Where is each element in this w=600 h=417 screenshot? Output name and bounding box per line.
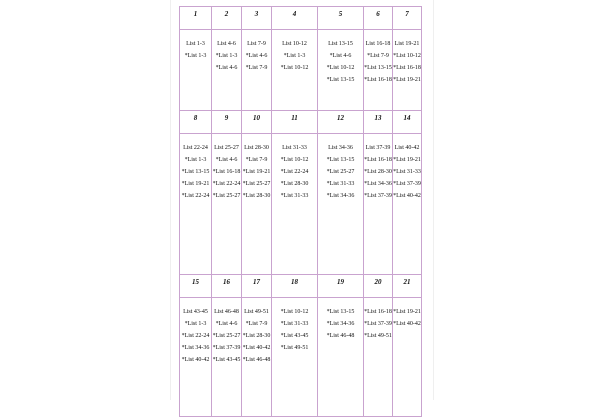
list-entry: *List 7-9 [245, 65, 268, 71]
list-entry: *List 43-45 [280, 333, 309, 339]
list-entry: *List 10-12 [393, 53, 421, 59]
list-entry: *List 28-30 [364, 169, 392, 175]
list-entry: List 46-48 [214, 309, 239, 315]
week-header-row [180, 7, 422, 30]
week-lists-row [180, 298, 422, 417]
calendar-table [179, 6, 422, 417]
list-entry: *List 25-27 [326, 169, 355, 175]
list-entry: List 31-33 [282, 145, 307, 151]
list-entry: *List 10-12 [326, 65, 355, 71]
day-cell [318, 298, 364, 417]
day-number: 1 [180, 7, 212, 30]
list-entry: *List 31-33 [280, 193, 309, 199]
list-entry: *List 10-12 [280, 65, 309, 71]
list-entry: *List 4-6 [215, 157, 238, 163]
list-entry: *List 22-24 [212, 181, 241, 187]
day-cell [272, 134, 318, 275]
list-entry: List 22-24 [183, 145, 208, 151]
list-entry: *List 37-39 [393, 181, 421, 187]
list-entry: *List 28-30 [242, 193, 271, 199]
day-cell [364, 30, 393, 111]
list-entry: *List 40-42 [393, 321, 421, 327]
list-entry: *List 1-3 [184, 53, 207, 59]
list-entry: *List 4-6 [245, 53, 268, 59]
day-cell [364, 298, 393, 417]
list-entry: *List 31-33 [326, 181, 355, 187]
list-entry: *List 19-21 [393, 157, 421, 163]
day-number: 21 [393, 275, 422, 298]
list-entry: List 28-30 [244, 145, 269, 151]
day-number: 15 [180, 275, 212, 298]
list-entry: *List 1-3 [283, 53, 306, 59]
list-entry: List 4-6 [217, 41, 236, 47]
list-entry: *List 13-15 [181, 169, 210, 175]
list-entry: List 1-3 [186, 41, 205, 47]
list-entry: *List 22-24 [181, 193, 210, 199]
list-entry: *List 34-36 [364, 181, 392, 187]
week-lists-row [180, 30, 422, 111]
list-entry: *List 7-9 [245, 321, 268, 327]
list-entry: *List 34-36 [326, 321, 355, 327]
day-cell [180, 30, 212, 111]
day-number: 7 [393, 7, 422, 30]
day-cell [212, 298, 242, 417]
day-cell [318, 30, 364, 111]
day-number: 3 [242, 7, 272, 30]
list-entry: *List 22-24 [181, 333, 210, 339]
day-number: 4 [272, 7, 318, 30]
list-entry: *List 13-15 [326, 157, 355, 163]
day-cell [272, 30, 318, 111]
day-number: 18 [272, 275, 318, 298]
list-entry: *List 28-30 [242, 333, 271, 339]
list-entry: *List 1-3 [184, 157, 207, 163]
day-number: 11 [272, 111, 318, 134]
list-entry: *List 37-39 [212, 345, 241, 351]
day-cell [180, 134, 212, 275]
day-number: 19 [318, 275, 364, 298]
day-number: 6 [364, 7, 393, 30]
day-cell [393, 30, 422, 111]
day-cell [242, 134, 272, 275]
day-cell [212, 30, 242, 111]
list-entry: *List 19-21 [181, 181, 210, 187]
week-header-row [180, 275, 422, 298]
list-entry: *List 4-6 [215, 321, 238, 327]
calendar-body [180, 7, 422, 417]
list-entry: *List 16-18 [364, 309, 392, 315]
day-number: 20 [364, 275, 393, 298]
list-entry: *List 40-42 [242, 345, 271, 351]
list-entry: List 16-18 [365, 41, 391, 47]
list-entry: *List 25-27 [242, 181, 271, 187]
list-entry: *List 28-30 [280, 181, 309, 187]
list-entry: *List 16-18 [212, 169, 241, 175]
day-cell [318, 134, 364, 275]
day-cell [393, 134, 422, 275]
list-entry: *List 40-42 [393, 193, 421, 199]
list-entry: *List 1-3 [184, 321, 207, 327]
list-entry: *List 25-27 [212, 333, 241, 339]
list-entry: *List 37-39 [364, 321, 392, 327]
list-entry: *List 10-12 [280, 309, 309, 315]
day-cell [364, 134, 393, 275]
list-entry: List 19-21 [394, 41, 420, 47]
list-entry: *List 22-24 [280, 169, 309, 175]
list-entry: *List 13-15 [326, 309, 355, 315]
list-entry: *List 10-12 [280, 157, 309, 163]
day-number: 5 [318, 7, 364, 30]
day-number: 14 [393, 111, 422, 134]
list-entry: *List 40-42 [181, 357, 210, 363]
list-entry: *List 4-6 [215, 65, 238, 71]
list-entry: *List 25-27 [212, 193, 241, 199]
day-number: 12 [318, 111, 364, 134]
week-lists-row [180, 134, 422, 275]
list-entry: *List 16-18 [393, 65, 421, 71]
list-entry: List 10-12 [282, 41, 307, 47]
list-entry: *List 46-48 [326, 333, 355, 339]
list-entry: List 37-39 [365, 145, 391, 151]
list-entry: *List 31-33 [393, 169, 421, 175]
week-header-row [180, 111, 422, 134]
list-entry: *List 19-21 [242, 169, 271, 175]
list-entry: *List 16-18 [364, 157, 392, 163]
list-entry: List 34-36 [328, 145, 353, 151]
list-entry: *List 16-18 [364, 77, 392, 83]
day-cell [242, 30, 272, 111]
list-entry: *List 19-21 [393, 77, 421, 83]
list-entry: List 25-27 [214, 145, 239, 151]
list-entry: *List 49-51 [364, 333, 392, 339]
day-number: 13 [364, 111, 393, 134]
list-entry: *List 4-6 [329, 53, 352, 59]
list-entry: List 13-15 [328, 41, 353, 47]
day-number: 17 [242, 275, 272, 298]
list-entry: *List 31-33 [280, 321, 309, 327]
list-entry: List 49-51 [244, 309, 269, 315]
list-entry: *List 13-15 [326, 77, 355, 83]
day-number: 16 [212, 275, 242, 298]
list-entry: List 40-42 [394, 145, 420, 151]
list-entry: *List 19-21 [393, 309, 421, 315]
day-number: 2 [212, 7, 242, 30]
day-number: 10 [242, 111, 272, 134]
list-entry: *List 7-9 [367, 53, 389, 59]
list-entry: *List 37-39 [364, 193, 392, 199]
list-entry: *List 13-15 [364, 65, 392, 71]
list-entry: *List 7-9 [245, 157, 268, 163]
day-cell [393, 298, 422, 417]
day-number: 9 [212, 111, 242, 134]
day-cell [180, 298, 212, 417]
day-number: 8 [180, 111, 212, 134]
list-entry: *List 49-51 [280, 345, 309, 351]
list-entry: List 7-9 [247, 41, 266, 47]
day-cell [272, 298, 318, 417]
list-entry: *List 34-36 [326, 193, 355, 199]
day-cell [242, 298, 272, 417]
list-entry: *List 43-45 [212, 357, 241, 363]
list-entry: *List 46-48 [242, 357, 271, 363]
list-entry: *List 1-3 [215, 53, 238, 59]
list-entry: List 43-45 [183, 309, 208, 315]
list-entry: *List 34-36 [181, 345, 210, 351]
day-cell [212, 134, 242, 275]
